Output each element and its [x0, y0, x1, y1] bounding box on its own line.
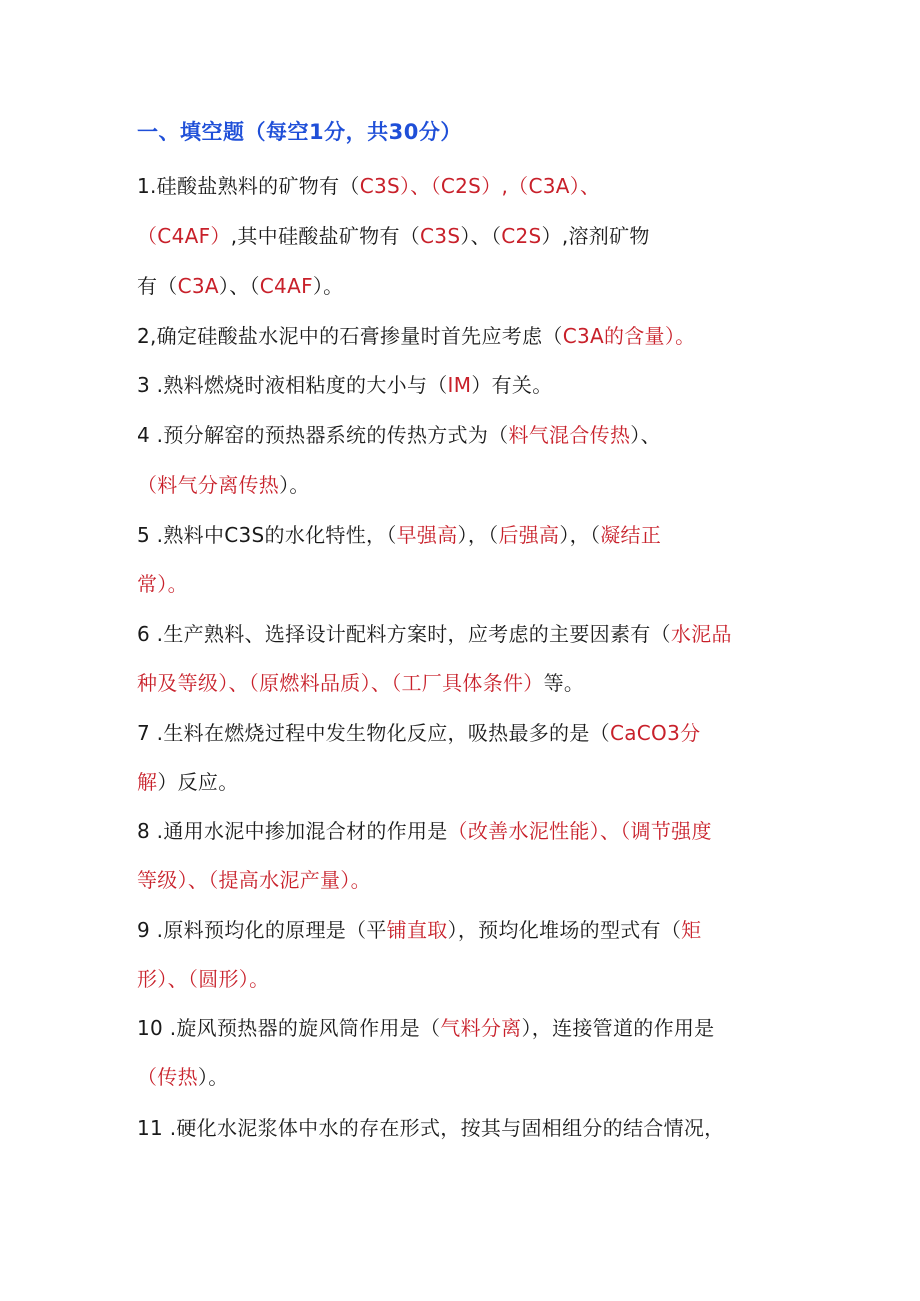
- question-text: 4 .预分解窑的预热器系统的传热方式为（: [137, 423, 509, 447]
- question-line: [137, 519, 661, 551]
- question-line: [137, 815, 712, 847]
- answer-text: C2S: [440, 174, 482, 198]
- answer-text: 水泥品: [670, 622, 732, 646]
- question-line: [137, 469, 310, 501]
- question-text: ）。: [279, 473, 310, 497]
- question-line: [137, 270, 343, 302]
- answer-text: 铺直取: [386, 918, 448, 942]
- answer-text: 料气混合传热: [508, 423, 631, 447]
- question-line: [137, 766, 239, 798]
- answer-text: 常）。: [137, 572, 188, 596]
- question-text: ）、: [630, 423, 661, 447]
- answer-text: ）、（: [399, 174, 441, 198]
- answer-text: （C4AF）: [137, 224, 231, 248]
- answer-text: C4AF: [259, 274, 313, 298]
- answer-text: 气料分离: [440, 1016, 522, 1040]
- question-line: [137, 419, 661, 451]
- question-text: 等。: [543, 671, 585, 695]
- answer-text: C3A的含量）。: [562, 324, 696, 348]
- question-text: 有（: [137, 274, 178, 298]
- question-line: [137, 1112, 724, 1144]
- question-line: [137, 864, 371, 896]
- question-text: 10 .旋风预热器的旋风筒作用是（: [137, 1016, 441, 1040]
- question-line: [137, 618, 732, 650]
- answer-text: 后强高: [498, 523, 560, 547]
- question-text: ），（: [559, 523, 601, 547]
- answer-text: 解: [137, 770, 158, 794]
- question-text: ）、（: [460, 224, 502, 248]
- question-text: ），预均化堆场的型式有（: [447, 918, 682, 942]
- question-text: ）。: [312, 274, 344, 298]
- question-line: [137, 170, 600, 202]
- question-line: [137, 568, 188, 600]
- question-line: [137, 667, 584, 699]
- question-text: ），连接管道的作用是: [521, 1016, 715, 1040]
- answer-text: 种及等级）、（原燃料品质）、（工厂具体条件）: [137, 671, 544, 695]
- answer-text: C3S: [359, 174, 400, 198]
- question-text: 6 .生产熟料、选择设计配料方案时，应考虑的主要因素有（: [137, 622, 671, 646]
- question-text: ）,溶剂矿物: [541, 224, 650, 248]
- answer-text: （改善水泥性能）、（调节强度: [447, 819, 712, 843]
- answer-text: （传热: [137, 1065, 198, 1089]
- question-text: 7 .生料在燃烧过程中发生物化反应，吸热最多的是（: [137, 721, 610, 745]
- question-text: 5 .熟料中C3S的水化特性，（: [137, 523, 397, 547]
- question-line: [137, 369, 553, 401]
- question-text: 3 .熟料燃烧时液相粘度的大小与（: [137, 373, 448, 397]
- question-line: [137, 914, 701, 946]
- answer-text: ）、: [569, 174, 601, 198]
- answer-text: C3S: [420, 224, 461, 248]
- answer-text: 矩: [681, 918, 702, 942]
- question-text: 9 .原料预均化的原理是（平: [137, 918, 387, 942]
- question-line: [137, 1012, 714, 1044]
- question-line: [137, 963, 269, 995]
- answer-text: ）,（: [481, 174, 529, 198]
- answer-text: C3A: [177, 274, 219, 298]
- answer-text: CaCO3分: [609, 721, 701, 745]
- answer-text: 形）、（圆形）。: [137, 967, 270, 991]
- answer-text: 凝结正: [600, 523, 662, 547]
- question-text: 8 .通用水泥中掺加混合材的作用是: [137, 819, 448, 843]
- answer-text: 早强高: [396, 523, 458, 547]
- question-text: 2,确定硅酸盐水泥中的石膏掺量时首先应考虑（: [137, 324, 563, 348]
- question-text: ）反应。: [157, 770, 239, 794]
- section-heading: 一、填空题（每空1分，共30分）: [137, 120, 462, 144]
- question-text: 11 .硬化水泥浆体中水的存在形式，按其与固相组分的结合情况，: [137, 1116, 725, 1140]
- answer-text: C3A: [528, 174, 570, 198]
- question-text: ,其中硅酸盐矿物有（: [230, 224, 421, 248]
- question-line: [137, 1061, 229, 1093]
- question-text: ）、（: [218, 274, 260, 298]
- question-text: ），（: [457, 523, 499, 547]
- question-text: 1.硅酸盐熟料的矿物有（: [137, 174, 360, 198]
- answer-text: C2S: [501, 224, 542, 248]
- answer-text: 等级）、（提高水泥产量）。: [137, 868, 371, 892]
- question-text: ）。: [197, 1065, 229, 1089]
- question-line: [137, 320, 695, 352]
- question-line: [137, 717, 700, 749]
- question-line: [137, 220, 650, 252]
- answer-text: （料气分离传热: [137, 473, 280, 497]
- question-text: ）有关。: [471, 373, 553, 397]
- answer-text: IM: [447, 373, 472, 397]
